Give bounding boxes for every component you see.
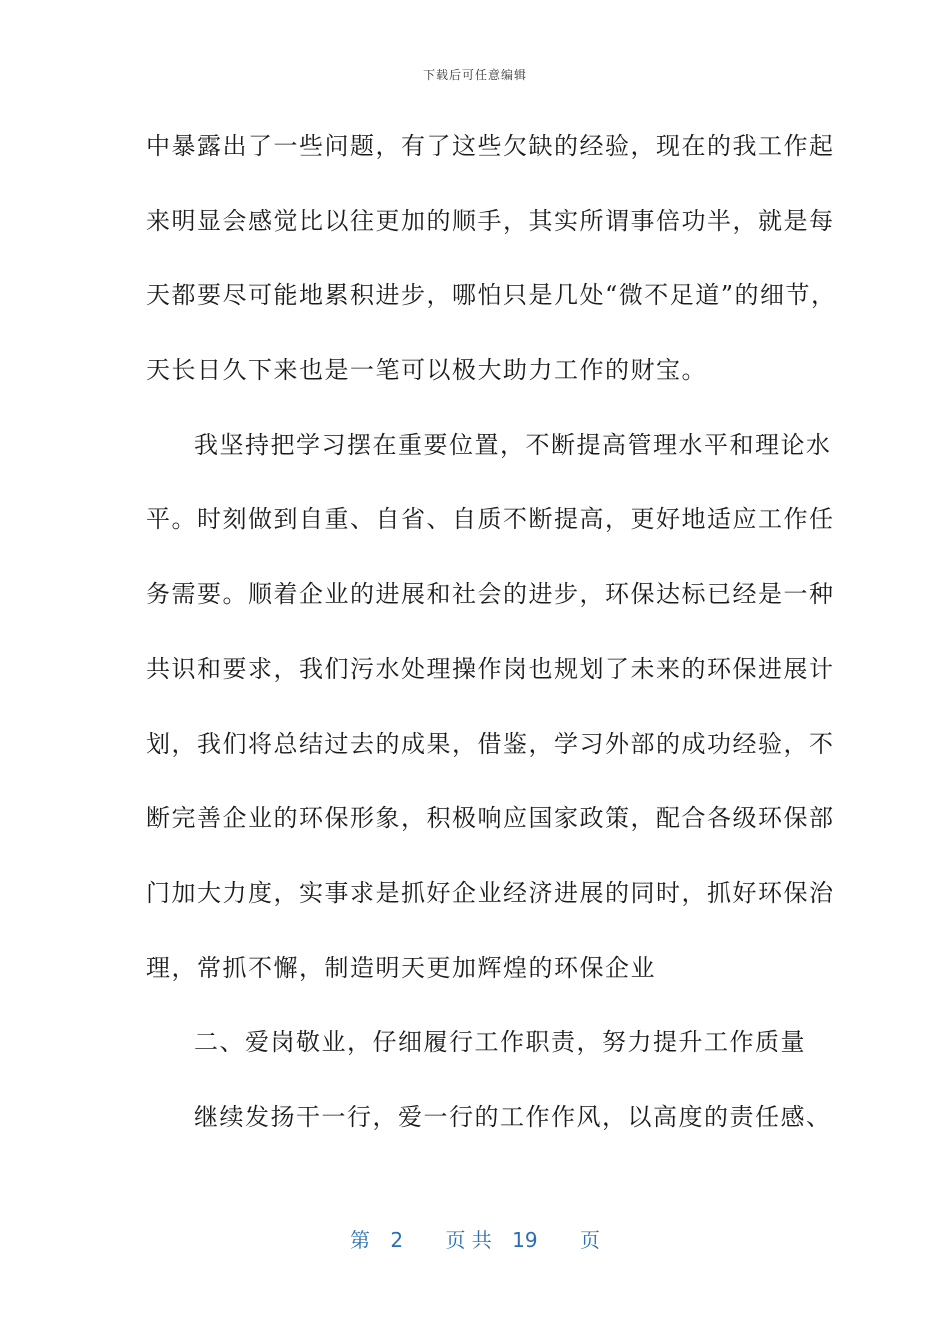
- header-note: 下载后可任意编辑: [422, 68, 527, 82]
- footer-total-pages: 19: [512, 1228, 538, 1252]
- page-header: [0, 66, 950, 83]
- body-line-1: 中暴露出了一些问题，有了这些欠缺的经验，现在的我工作起: [146, 132, 835, 160]
- body-line-2: 来明显会感觉比以往更加的顺手，其实所谓事倍功半，就是每: [146, 206, 835, 235]
- document-body: [146, 122, 837, 1168]
- footer-suffix: 页: [579, 1228, 600, 1252]
- body-line-9: 划，我们将总结过去的成果，借鉴，学习外部的成功经验，不: [146, 729, 835, 758]
- body-line-10: 断完善企业的环保形象，积极响应国家政策，配合各级环保部: [146, 804, 835, 833]
- body-line-11: 门加大力度，实事求是抓好企业经济进展的同时，抓好环保治: [146, 878, 835, 907]
- body-line-7: 务需要。顺着企业的进展和社会的进步，环保达标已经是一种: [146, 580, 835, 609]
- body-line-6: 平。时刻做到自重、自省、自质不断提高，更好地适应工作任: [146, 505, 835, 534]
- body-line-5: 我坚持把学习摆在重要位置，不断提高管理水平和理论水: [194, 430, 832, 459]
- footer-prefix: 第: [350, 1228, 370, 1252]
- page-footer: [0, 1224, 950, 1253]
- footer-middle: 页 共: [445, 1228, 492, 1252]
- body-line-8: 共识和要求，我们污水处理操作岗也规划了未来的环保进展计: [146, 654, 835, 683]
- body-line-14: 继续发扬干一行，爱一行的工作作风，以高度的责任感、: [194, 1102, 832, 1131]
- footer-current-page: 2: [390, 1228, 404, 1252]
- body-line-3: 天都要尽可能地累积进步，哪怕只是几处“微不足道”的细节，: [146, 281, 837, 310]
- body-line-12: 理，常抓不懈，制造明天更加辉煌的环保企业: [146, 953, 656, 982]
- section-heading: 二、爱岗敬业，仔细履行工作职责，努力提升工作质量: [194, 1028, 806, 1057]
- body-line-4: 天长日久下来也是一笔可以极大助力工作的财宝。: [146, 356, 707, 385]
